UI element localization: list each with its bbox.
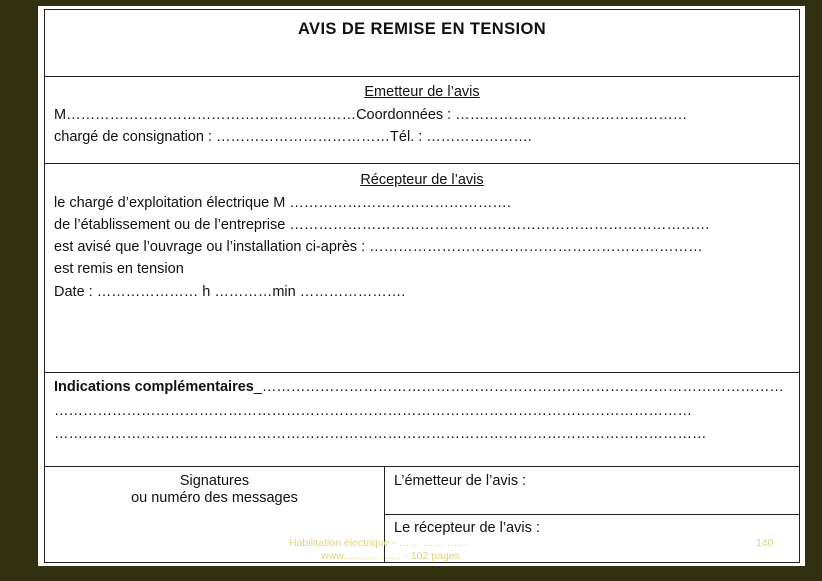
signatures-label-line1: Signatures [179,473,250,489]
indications-line1 [54,378,784,396]
consignation-text: chargé de consignation : ………………………………T [54,129,399,145]
tel-dots: . : …………………. [410,129,532,145]
signature-emetteur: L’émetteur de l’avis : [394,473,527,489]
divider [45,76,799,77]
divider [45,466,799,467]
footer-line2: www.……… …… - 102 pages [321,550,460,562]
emetteur-consignation-line [54,128,532,146]
signatures-label-line2: ou numéro des messages [131,490,298,506]
signature-row-divider [384,514,799,515]
signature-recepteur: Le récepteur de l’avis : [394,520,540,536]
recepteur-heading: Récepteur de l’avis [360,172,484,188]
recepteur-line-remis: est remis en tension [54,261,184,277]
document-page [38,6,805,566]
footer-page-number: 140 [756,537,774,549]
indications-line2: …………………………………………………………………………………………………………………… [54,403,692,419]
form-title: AVIS DE REMISE EN TENSION [297,20,547,38]
divider [45,372,799,373]
emetteur-heading: Emetteur de l’avis [364,84,480,100]
recepteur-line-date: Date : ………………… h …………min …………………. [54,284,406,300]
recepteur-line-ouvrage: est avisé que l’ouvrage ou l’installation ci-après : …………………………………………………………… [54,239,703,255]
footer-line1: Habilitation électrique - …… …… …… [289,537,468,549]
avis-form [44,9,800,563]
tel-label: él [398,129,411,145]
recepteur-line-exploitation: le chargé d’exploitation électrique M ………………………………………. [54,195,511,211]
divider [45,163,799,164]
emetteur-name-line: M……………………………………………………Coordonnées : ………………………………………… [54,107,688,123]
indications-dots: _……………………………………………………………………………………………… [253,379,784,395]
indications-label: Indications complémentaires [54,379,254,395]
recepteur-line-etablissement: de l’établissement ou de l’entreprise …………………………………………………………………………… [54,217,710,233]
indications-line3: ……………………………………………………………………………………………………………………… [54,426,707,442]
